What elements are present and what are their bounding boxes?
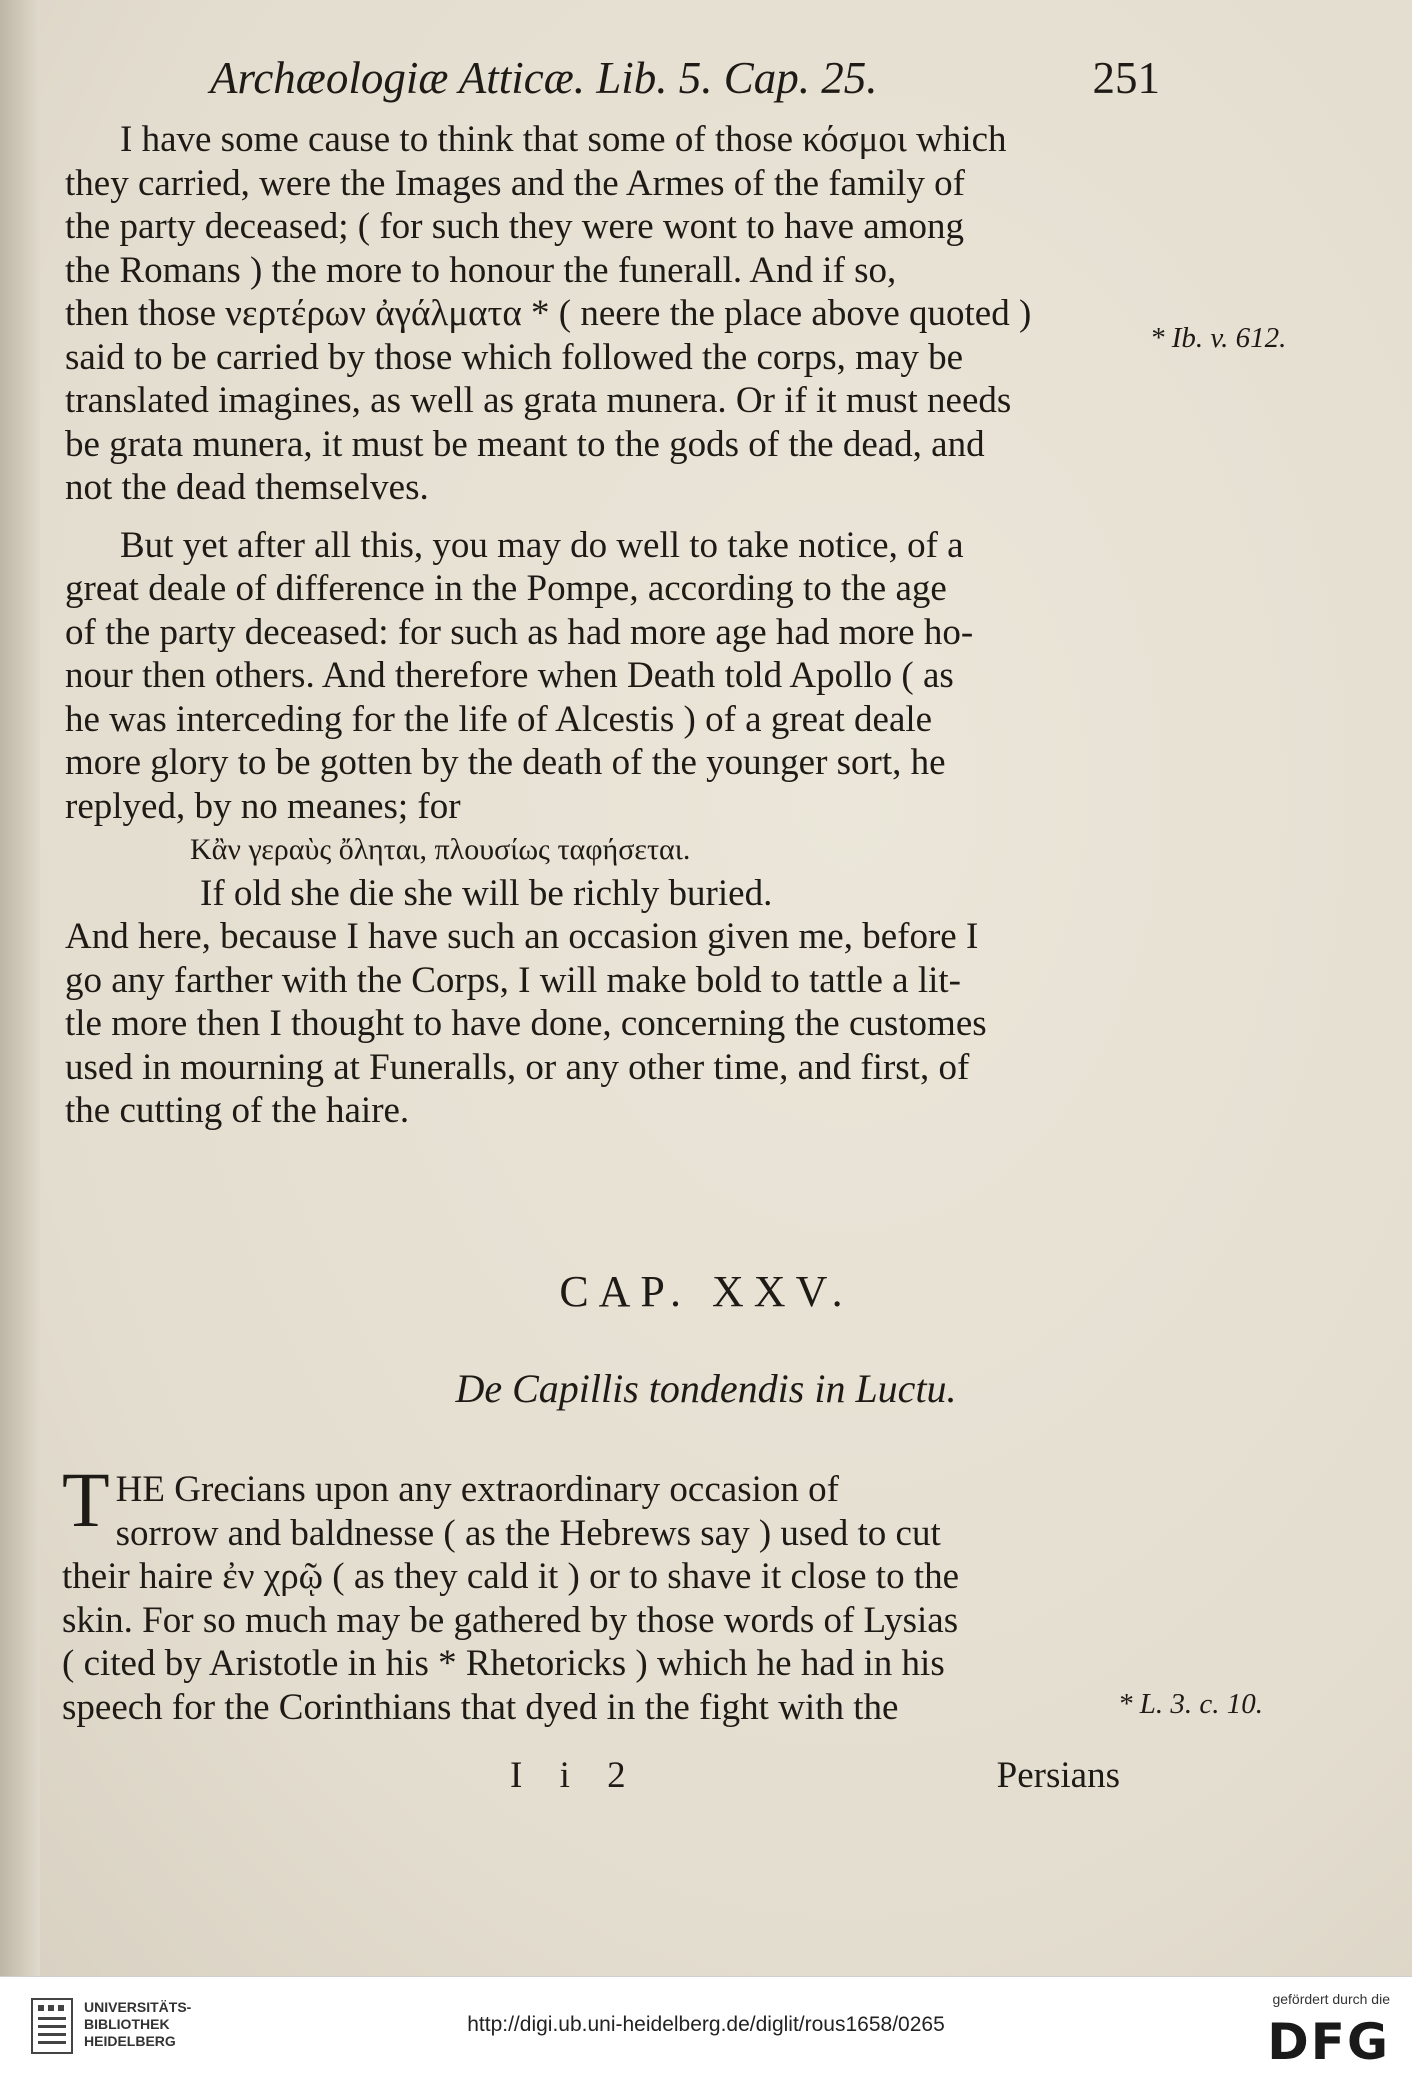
chapter-body bbox=[62, 1456, 1120, 1729]
text-line: the party deceased; ( for such they were wont to have among bbox=[65, 206, 964, 247]
paragraph-2 bbox=[65, 524, 1135, 829]
chapter-title: CAP. XXV. bbox=[559, 1267, 853, 1316]
digitization-footer bbox=[0, 1976, 1412, 2077]
english-quotation: If old she die she will be richly buried. bbox=[200, 872, 773, 914]
text-line: great deale of difference in the Pompe, according to the age bbox=[65, 568, 947, 609]
catchword: Persians bbox=[996, 1755, 1120, 1796]
text-line: be grata munera, it must be meant to the gods of the dead, and bbox=[65, 423, 985, 465]
running-title: Archæologiæ Atticæ. Lib. 5. Cap. 25. bbox=[210, 53, 878, 103]
text-line: used in mourning at Funeralls, or any other time, and first, of bbox=[65, 1046, 970, 1088]
text-line: ( cited by Aristotle in his * Rhetoricks ) which he had in his bbox=[62, 1643, 945, 1684]
text-line: tle more then I thought to have done, concerning the customes bbox=[65, 1003, 987, 1044]
text-line: sorrow and baldnesse ( as the Hebrews say ) used to cut bbox=[115, 1512, 941, 1554]
margin-note-reference: * L. 3. c. 10. bbox=[1118, 1688, 1263, 1720]
page-gutter-shadow bbox=[0, 0, 40, 1976]
text-line: I have some cause to think that some of those κόσμοι which bbox=[120, 119, 1007, 160]
paragraph-3 bbox=[65, 915, 1135, 1133]
text-line: And here, because I have such an occasion given me, before I bbox=[65, 916, 979, 957]
institution-line: UNIVERSITÄTS- bbox=[84, 1999, 192, 2015]
funding-note: gefördert durch die bbox=[1272, 1991, 1390, 2007]
text-line: not the dead themselves. bbox=[65, 467, 429, 508]
text-line: more glory to be gotten by the death of the younger sort, he bbox=[65, 742, 946, 783]
source-url-link[interactable]: http://digi.ub.uni-heidelberg.de/diglit/rous1658/0265 bbox=[467, 2013, 945, 2036]
text-line: replyed, by no meanes; for bbox=[65, 785, 461, 827]
text-line: speech for the Corinthians that dyed in the fight with the bbox=[62, 1686, 899, 1728]
signature-mark: I i 2 bbox=[510, 1755, 640, 1796]
institution-line: HEIDELBERG bbox=[84, 2033, 176, 2049]
body-text bbox=[65, 118, 1135, 1133]
page-number: 251 bbox=[1092, 53, 1160, 103]
text-line: translated imagines, as well as grata munera. Or if it must needs bbox=[65, 380, 1012, 421]
text-line: their haire ἐν χρῷ ( as they cald it ) or to shave it close to the bbox=[62, 1556, 960, 1597]
text-line: HE Grecians upon any extraordinary occasion of bbox=[115, 1469, 839, 1510]
text-line: said to be carried by those which followed the corps, may be bbox=[65, 336, 964, 378]
page-header bbox=[210, 52, 1160, 112]
text-line: the cutting of the haire. bbox=[65, 1090, 410, 1131]
text-line: But yet after all this, you may do well to take notice, of a bbox=[120, 524, 964, 566]
text-line: the Romans ) the more to honour the funerall. And if so, bbox=[65, 249, 897, 291]
text-line: then those νερτέρων ἀγάλματα * ( neere the place above quoted ) bbox=[65, 293, 1032, 334]
text-line: they carried, were the Images and the Armes of the family of bbox=[65, 162, 965, 204]
drop-capital: T bbox=[62, 1456, 110, 1543]
margin-note-reference: * Ib. v. 612. bbox=[1150, 322, 1287, 354]
page-foot bbox=[62, 1754, 1120, 1800]
text-line: skin. For so much may be gathered by those words of Lysias bbox=[62, 1599, 959, 1641]
greek-quotation: Κἂν γεραὺς ὄληται, πλουσίως ταφήσεται. bbox=[190, 833, 691, 866]
text-line: go any farther with the Corps, I will make bold to tattle a lit- bbox=[65, 959, 962, 1001]
text-line: of the party deceased: for such as had more age had more ho- bbox=[65, 611, 974, 653]
text-line: he was interceding for the life of Alcestis ) of a great deale bbox=[65, 698, 933, 740]
funder-logo: DFG bbox=[1267, 2013, 1390, 2071]
chapter-subtitle: De Capillis tondendis in Luctu. bbox=[455, 1366, 957, 1411]
paragraph-1 bbox=[65, 118, 1135, 510]
institution-line: BIBLIOTHEK bbox=[84, 2016, 170, 2032]
text-line: nour then others. And therefore when Death told Apollo ( as bbox=[65, 655, 954, 696]
